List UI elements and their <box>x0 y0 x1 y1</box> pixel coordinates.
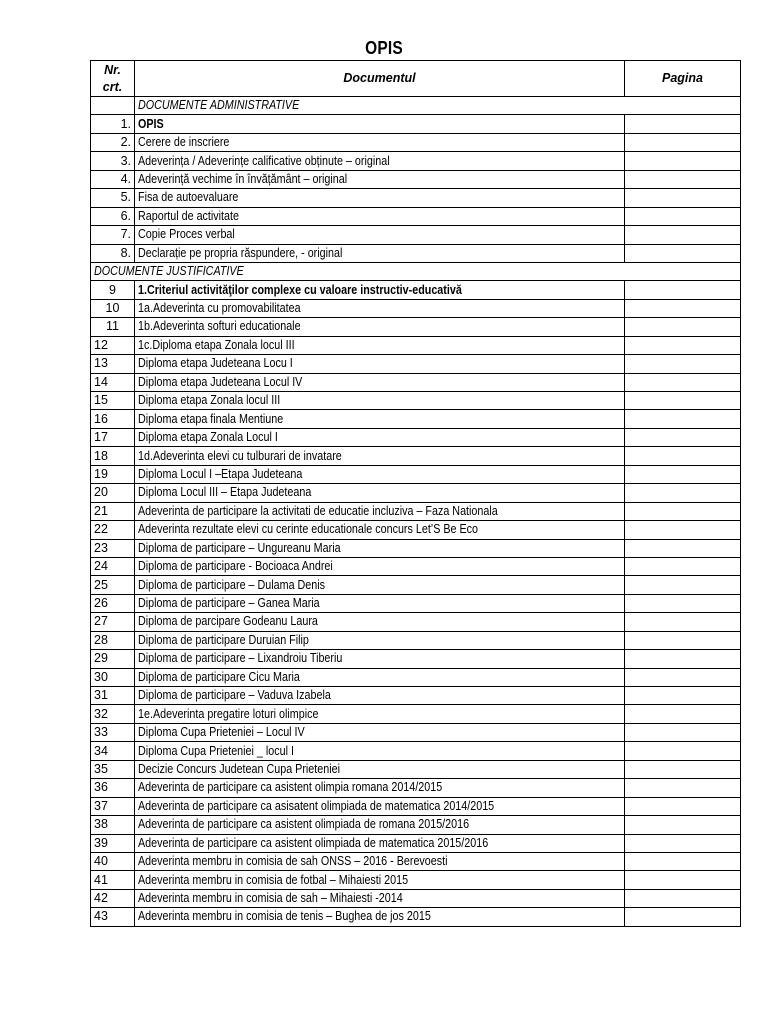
page-cell <box>625 502 741 520</box>
document-cell <box>135 410 625 428</box>
row-number-cell: 5. <box>91 189 135 207</box>
table-row <box>91 133 741 151</box>
document-text: 1b.Adeverinta softuri educationale <box>138 319 301 334</box>
document-cell <box>135 355 625 373</box>
row-number-cell: 37 <box>91 797 135 815</box>
table-header-row <box>91 61 741 97</box>
page-cell <box>625 779 741 797</box>
page-cell <box>625 152 741 170</box>
page-cell <box>625 687 741 705</box>
document-cell <box>135 484 625 502</box>
row-number-cell: 6. <box>91 207 135 225</box>
document-cell <box>135 705 625 723</box>
table-row <box>91 226 741 244</box>
document-text: Decizie Concurs Judetean Cupa Prieteniei <box>138 761 340 776</box>
row-number-cell: 42 <box>91 889 135 907</box>
document-cell <box>135 852 625 870</box>
table-row <box>91 447 741 465</box>
table-row <box>91 779 741 797</box>
document-cell <box>135 502 625 520</box>
page-cell <box>625 207 741 225</box>
document-cell <box>135 889 625 907</box>
header-nr-crt: Nr. crt. <box>91 61 135 97</box>
page-cell <box>625 852 741 870</box>
page-cell <box>625 594 741 612</box>
table-row <box>91 742 741 760</box>
table-row <box>91 834 741 852</box>
document-text: Diploma de participare Duruian Filip <box>138 632 309 647</box>
section-title-justificative <box>91 262 741 280</box>
table-row <box>91 705 741 723</box>
table-row <box>91 244 741 262</box>
document-cell <box>135 447 625 465</box>
row-number-cell: 34 <box>91 742 135 760</box>
table-row <box>91 521 741 539</box>
document-text: 1d.Adeverinta elevi cu tulburari de invatare <box>138 448 342 463</box>
document-text: Declarație pe propria răspundere, - original <box>138 245 343 260</box>
page-cell <box>625 521 741 539</box>
page-cell <box>625 668 741 686</box>
document-cell <box>135 668 625 686</box>
section-title-text: DOCUMENTE JUSTIFICATIVE <box>94 264 244 279</box>
table-row <box>91 355 741 373</box>
document-cell <box>135 631 625 649</box>
row-number-cell: 11 <box>91 318 135 336</box>
row-number-cell: 27 <box>91 613 135 631</box>
table-row <box>91 816 741 834</box>
row-number-cell: 4. <box>91 170 135 188</box>
page-cell <box>625 447 741 465</box>
document-cell <box>135 465 625 483</box>
page-cell <box>625 760 741 778</box>
table-row <box>91 557 741 575</box>
page-cell <box>625 613 741 631</box>
row-number-cell: 3. <box>91 152 135 170</box>
table-row <box>91 336 741 354</box>
document-cell <box>135 207 625 225</box>
table-row <box>91 908 741 926</box>
page-cell <box>625 871 741 889</box>
table-row <box>91 373 741 391</box>
document-text: Diploma etapa Zonala locul III <box>138 393 281 408</box>
table-row <box>91 410 741 428</box>
row-number-cell: 20 <box>91 484 135 502</box>
page-cell <box>625 834 741 852</box>
row-number-cell: 10 <box>91 299 135 317</box>
document-cell <box>135 834 625 852</box>
document-cell <box>135 244 625 262</box>
table-row <box>91 650 741 668</box>
page-cell <box>625 410 741 428</box>
document-text: Diploma de parcipare Godeanu Laura <box>138 614 318 629</box>
page-cell <box>625 539 741 557</box>
document-cell <box>135 189 625 207</box>
row-number-cell: 26 <box>91 594 135 612</box>
document-text: Diploma etapa Judeteana Locul IV <box>138 374 303 389</box>
row-number-cell: 24 <box>91 557 135 575</box>
document-text: Diploma de participare - Bocioaca Andrei <box>138 559 333 574</box>
table-row <box>91 170 741 188</box>
page-cell <box>625 889 741 907</box>
document-text: OPIS <box>138 116 164 131</box>
document-cell <box>135 613 625 631</box>
document-text: 1e.Adeverinta pregatire loturi olimpice <box>138 706 319 721</box>
row-number-cell: 14 <box>91 373 135 391</box>
table-body <box>91 97 741 927</box>
page-cell <box>625 705 741 723</box>
table-row <box>91 318 741 336</box>
row-number-cell: 13 <box>91 355 135 373</box>
document-text: Diploma Locul III – Etapa Judeteana <box>138 485 312 500</box>
document-text: Adeverința / Adeverințe calificative obținute – original <box>138 153 390 168</box>
document-text: Adeverinta de participare ca asistent olimpia romana 2014/2015 <box>138 780 443 795</box>
document-cell <box>135 742 625 760</box>
document-text: Diploma de participare – Dulama Denis <box>138 577 326 592</box>
document-text: 1a.Adeverinta cu promovabilitatea <box>138 301 301 316</box>
row-number-cell: 35 <box>91 760 135 778</box>
document-cell <box>135 281 625 299</box>
table-row <box>91 797 741 815</box>
row-number-cell: 2. <box>91 133 135 151</box>
document-cell <box>135 428 625 446</box>
row-number-cell: 43 <box>91 908 135 926</box>
row-number-cell: 9 <box>91 281 135 299</box>
row-number-cell: 41 <box>91 871 135 889</box>
document-text: Adeverință vechime în învățământ – original <box>138 171 348 186</box>
page-cell <box>625 281 741 299</box>
document-cell <box>135 760 625 778</box>
table-row <box>91 668 741 686</box>
document-cell <box>135 133 625 151</box>
page-cell <box>625 115 741 133</box>
section-title-text: DOCUMENTE ADMINISTRATIVE <box>138 98 300 113</box>
table-row <box>91 428 741 446</box>
row-number-cell: 25 <box>91 576 135 594</box>
row-number-cell: 18 <box>91 447 135 465</box>
page-cell <box>625 244 741 262</box>
document-text: Adeverinta rezultate elevi cu cerinte educationale concurs Let’S Be Eco <box>138 522 479 537</box>
document-cell <box>135 152 625 170</box>
section-spacer-cell <box>91 97 135 115</box>
page-cell <box>625 908 741 926</box>
table-row <box>91 189 741 207</box>
row-number-cell: 22 <box>91 521 135 539</box>
document-cell <box>135 539 625 557</box>
page-cell <box>625 189 741 207</box>
row-number-cell: 30 <box>91 668 135 686</box>
document-cell <box>135 336 625 354</box>
page-cell <box>625 392 741 410</box>
page-cell <box>625 336 741 354</box>
page-cell <box>625 465 741 483</box>
document-text: Diploma de participare – Lixandroiu Tiberiu <box>138 651 343 666</box>
document-text: Adeverinta membru in comisia de fotbal – Mihaiesti 2015 <box>138 872 409 887</box>
page-cell <box>625 226 741 244</box>
table-row <box>91 613 741 631</box>
row-number-cell: 17 <box>91 428 135 446</box>
row-number-cell: 23 <box>91 539 135 557</box>
document-cell <box>135 299 625 317</box>
table-row <box>91 115 741 133</box>
table-row <box>91 539 741 557</box>
table-row <box>91 723 741 741</box>
document-cell <box>135 723 625 741</box>
row-number-cell: 1. <box>91 115 135 133</box>
document-text: Raportul de activitate <box>138 208 239 223</box>
table-row <box>91 871 741 889</box>
page-cell <box>625 484 741 502</box>
document-cell <box>135 373 625 391</box>
page-cell <box>625 170 741 188</box>
document-text: Adeverinta membru in comisia de tenis – Bughea de jos 2015 <box>138 909 431 924</box>
document-text: Diploma etapa Judeteana Locu I <box>138 356 293 371</box>
row-number-cell: 39 <box>91 834 135 852</box>
table-row <box>91 465 741 483</box>
table-row <box>91 152 741 170</box>
page-cell <box>625 797 741 815</box>
document-cell <box>135 392 625 410</box>
row-number-cell: 33 <box>91 723 135 741</box>
document-text: 1.Criteriul activităţilor complexe cu valoare instructiv-educativă <box>138 282 462 297</box>
document-cell <box>135 170 625 188</box>
row-number-cell: 28 <box>91 631 135 649</box>
row-number-cell: 38 <box>91 816 135 834</box>
table-row <box>91 392 741 410</box>
row-number-cell: 19 <box>91 465 135 483</box>
table-row <box>91 299 741 317</box>
document-text: Adeverinta membru in comisia de sah ONSS – 2016 - Berevoesti <box>138 854 448 869</box>
table-row <box>91 760 741 778</box>
document-text: Diploma de participare Cicu Maria <box>138 669 300 684</box>
page-title: OPIS <box>365 38 403 58</box>
row-number-cell: 16 <box>91 410 135 428</box>
document-cell <box>135 576 625 594</box>
page-cell <box>625 650 741 668</box>
page-cell <box>625 576 741 594</box>
document-text: Copie Proces verbal <box>138 227 235 242</box>
row-number-cell: 31 <box>91 687 135 705</box>
document-text: 1c.Diploma etapa Zonala locul III <box>138 337 295 352</box>
page-cell <box>625 373 741 391</box>
page-cell <box>625 133 741 151</box>
document-cell <box>135 521 625 539</box>
row-number-cell: 15 <box>91 392 135 410</box>
page-cell <box>625 742 741 760</box>
page-cell <box>625 428 741 446</box>
table-row <box>91 889 741 907</box>
header-page: Pagina <box>625 61 741 97</box>
document-text: Adeverinta de participare ca asistent olimpiada de matematica 2015/2016 <box>138 835 489 850</box>
table-row <box>91 207 741 225</box>
row-number-cell: 7. <box>91 226 135 244</box>
document-text: Adeverinta de participare ca asistent olimpiada de romana 2015/2016 <box>138 817 470 832</box>
page-cell <box>625 355 741 373</box>
table-row <box>91 502 741 520</box>
document-text: Diploma Locul I –Etapa Judeteana <box>138 466 303 481</box>
page-cell <box>625 723 741 741</box>
document-text: Diploma de participare – Vaduva Izabela <box>138 688 331 703</box>
row-number-cell: 40 <box>91 852 135 870</box>
document-cell <box>135 797 625 815</box>
table-row <box>91 484 741 502</box>
page-cell <box>625 631 741 649</box>
document-text: Diploma Cupa Prieteniei – Locul IV <box>138 725 305 740</box>
document-text: Diploma de participare – Ganea Maria <box>138 596 320 611</box>
table-row <box>91 594 741 612</box>
document-cell <box>135 779 625 797</box>
document-cell <box>135 816 625 834</box>
row-number-cell: 12 <box>91 336 135 354</box>
page-cell <box>625 557 741 575</box>
document-cell <box>135 594 625 612</box>
table-row <box>91 281 741 299</box>
row-number-cell: 21 <box>91 502 135 520</box>
document-cell <box>135 687 625 705</box>
section-row-justificative <box>91 262 741 280</box>
document-cell <box>135 226 625 244</box>
page-cell <box>625 816 741 834</box>
document-cell <box>135 318 625 336</box>
section-row-administrative <box>91 97 741 115</box>
header-document: Documentul <box>135 61 625 97</box>
table-row <box>91 576 741 594</box>
document-text: Diploma de participare – Ungureanu Maria <box>138 540 341 555</box>
row-number-cell: 8. <box>91 244 135 262</box>
table-row <box>91 852 741 870</box>
document-text: Diploma Cupa Prieteniei _ locul I <box>138 743 294 758</box>
document-cell <box>135 908 625 926</box>
document-text: Diploma etapa finala Mentiune <box>138 411 284 426</box>
document-text: Diploma etapa Zonala Locul I <box>138 430 278 445</box>
document-text: Adeverinta de participare ca asisatent olimpiada de matematica 2014/2015 <box>138 798 495 813</box>
document-cell <box>135 557 625 575</box>
page-cell <box>625 299 741 317</box>
opis-table <box>90 60 741 927</box>
document-cell <box>135 871 625 889</box>
document-text: Adeverinta de participare la activitati de educatie incluziva – Faza Nationala <box>138 503 498 518</box>
row-number-cell: 32 <box>91 705 135 723</box>
page-cell <box>625 318 741 336</box>
row-number-cell: 36 <box>91 779 135 797</box>
document-cell <box>135 115 625 133</box>
table-row <box>91 687 741 705</box>
document-text: Adeverinta membru in comisia de sah – Mihaiesti -2014 <box>138 891 403 906</box>
section-title-administrative <box>135 97 741 115</box>
document-text: Cerere de inscriere <box>138 135 230 150</box>
table-row <box>91 631 741 649</box>
row-number-cell: 29 <box>91 650 135 668</box>
document-text: Fisa de autoevaluare <box>138 190 239 205</box>
document-cell <box>135 650 625 668</box>
